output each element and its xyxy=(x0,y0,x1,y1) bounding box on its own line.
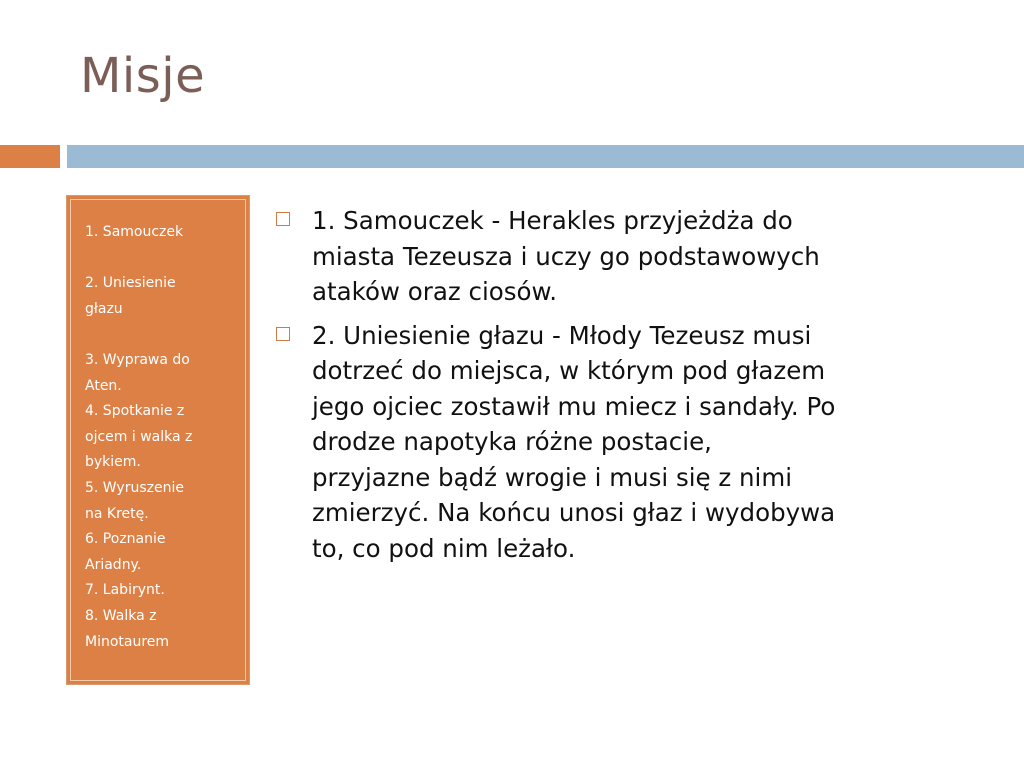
mission-list-line: Ariadny. xyxy=(85,556,142,573)
accent-bar-blue xyxy=(67,145,1024,168)
mission-list-line: 8. Walka z xyxy=(85,607,157,624)
content-area xyxy=(276,203,976,574)
mission-list-line xyxy=(85,322,235,348)
mission-list-line: 3. Wyprawa do xyxy=(85,351,190,368)
bullet-text xyxy=(312,318,976,567)
bullet-line: drodze napotyka różne postacie, xyxy=(312,427,712,456)
bullet-item-2 xyxy=(276,318,976,567)
mission-list-line: głazu xyxy=(85,300,123,317)
bullet-line: zmierzyć. Na końcu unosi głaz i wydobywa xyxy=(312,498,836,527)
mission-list-line: bykiem. xyxy=(85,454,141,471)
bullet-marker xyxy=(276,203,312,310)
slide-title: Misje xyxy=(80,48,206,104)
bullet-line: 1. Samouczek - Herakles przyjeżdża do xyxy=(312,206,793,235)
bullet-line: miasta Tezeusza i uczy go podstawowych xyxy=(312,241,820,271)
mission-list-line: 6. Poznanie xyxy=(85,531,166,548)
bullet-line: przyjazne bądź wrogie i musi się z nimi xyxy=(312,462,793,492)
bullet-line: to, co pod nim leżało. xyxy=(312,533,576,563)
bullet-item-1 xyxy=(276,203,976,310)
mission-list-line: 4. Spotkanie z xyxy=(85,403,185,420)
bullet-marker xyxy=(276,318,312,567)
square-bullet-icon xyxy=(276,212,290,226)
square-bullet-icon xyxy=(276,327,290,341)
bullet-line: ataków oraz ciosów. xyxy=(312,277,558,306)
bullet-line: jego ojciec zostawił mu miecz i sandały. Po xyxy=(312,391,836,421)
bullet-line: dotrzeć do miejsca, w którym pod głazem xyxy=(312,356,826,385)
mission-list-line: Minotaurem xyxy=(85,633,170,650)
bullet-line: 2. Uniesienie głazu - Młody Tezeusz musi xyxy=(312,320,812,350)
mission-list-line: 7. Labirynt. xyxy=(85,582,165,599)
mission-list-box xyxy=(66,195,250,685)
bullet-text xyxy=(312,203,976,310)
mission-list-line: ojcem i walka z xyxy=(85,428,193,445)
mission-list-line xyxy=(85,246,235,272)
accent-bar-orange xyxy=(0,145,60,168)
mission-list xyxy=(85,220,235,655)
mission-list-line: 2. Uniesienie xyxy=(85,275,176,292)
mission-list-line: Aten. xyxy=(85,377,122,394)
mission-list-line: 5. Wyruszenie xyxy=(85,479,184,496)
mission-list-line: na Kretę. xyxy=(85,505,149,522)
mission-list-line: 1. Samouczek xyxy=(85,224,184,240)
